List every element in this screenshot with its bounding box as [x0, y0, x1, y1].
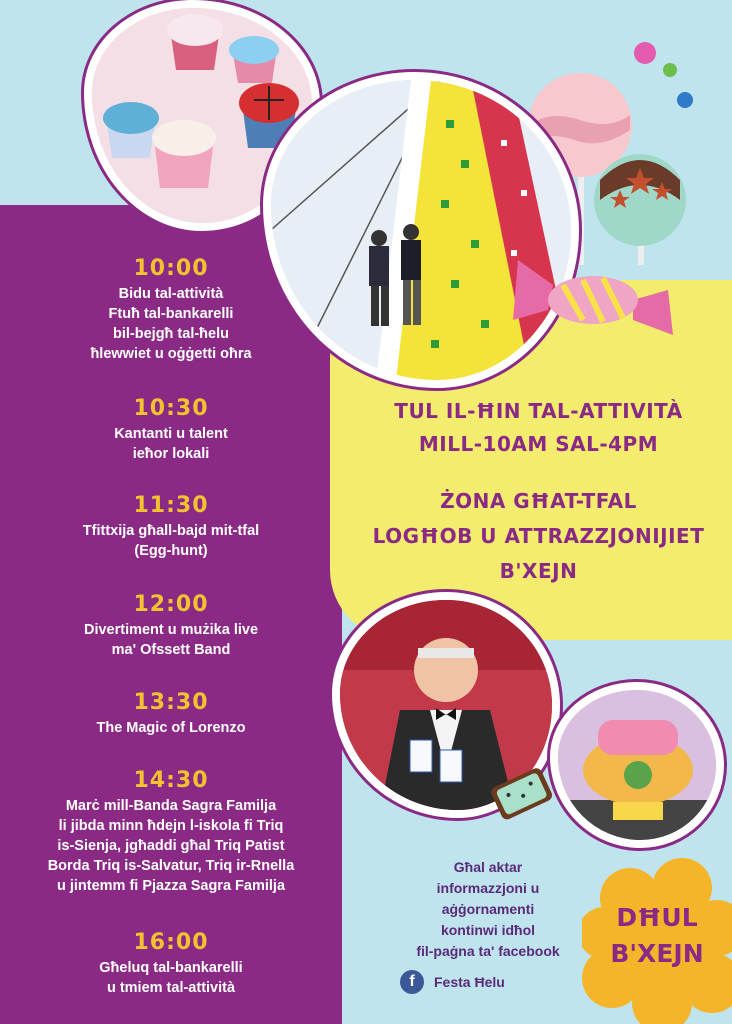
schedule-entry: [0, 930, 342, 998]
schedule-line: Borda Triq is-Salvatur, Triq ir-Rnella: [47, 858, 295, 874]
headline-games: LOGĦOB U ATTRAZZJONIJIET: [372, 524, 705, 548]
schedule-line: Kantanti u talent: [114, 426, 228, 442]
schedule-time: 12:00: [133, 592, 209, 617]
candyland-photo: [550, 682, 724, 848]
schedule-description: [0, 620, 342, 660]
schedule-line: u jintemm fi Pjazza Sagra Familja: [56, 878, 286, 894]
schedule-line: Bidu tal-attività: [118, 286, 224, 302]
schedule-description: [0, 521, 342, 561]
schedule-description: [0, 958, 342, 998]
badge-line: B'XEJN: [610, 939, 704, 968]
facebook-link[interactable]: [400, 970, 570, 994]
schedule-line: Marċ mill-Banda Sagra Familja: [65, 798, 277, 814]
info-line: Għal aktar: [453, 859, 523, 875]
info-line: kontinwi idħol: [440, 922, 536, 938]
schedule-line: is-Sienja, jgħaddi għal Triq Patist: [57, 838, 285, 854]
schedule-time: 13:30: [133, 690, 209, 715]
schedule-line: u tmiem tal-attività: [106, 980, 236, 996]
schedule-line: Għeluq tal-bankarelli: [99, 960, 243, 976]
info-line: informazzjoni u: [436, 880, 540, 896]
schedule-entry: [0, 396, 342, 464]
info-text: [398, 857, 578, 962]
schedule-entry: [0, 592, 342, 660]
candy-image: [508, 250, 678, 340]
facebook-page-name: Festa Ħelu: [434, 974, 505, 990]
schedule-line: The Magic of Lorenzo: [96, 720, 246, 736]
schedule-line: Ftuħ tal-bankarelli: [108, 306, 234, 322]
schedule-description: [0, 424, 342, 464]
schedule-entry: [0, 256, 342, 364]
schedule-time: 10:30: [133, 396, 209, 421]
schedule-time: 10:00: [133, 256, 209, 281]
schedule-line: ieħor lokali: [132, 446, 210, 462]
headline-hours: MILL-10AM SAL-4PM: [418, 432, 659, 456]
schedule-line: Divertiment u mużika live: [83, 622, 259, 638]
headline-free: B'XEJN: [499, 559, 578, 583]
schedule-time: 11:30: [133, 493, 209, 518]
schedule-line: bil-bejgħ tal-ħelu: [113, 326, 229, 342]
schedule-entry: [0, 768, 342, 896]
schedule-description: [0, 796, 342, 896]
schedule-line: li jibda minn ħdejn l-iskola fi Triq: [58, 818, 284, 834]
headline-kids-zone: ŻONA GĦAT-TFAL: [440, 489, 637, 513]
schedule-time: 14:30: [133, 768, 209, 793]
schedule-line: ħlewwiet u oġġetti oħra: [90, 346, 252, 362]
info-line: aġġornamenti: [441, 901, 535, 917]
schedule-line: Tfittxija għall-bajd mit-tfal: [82, 523, 260, 539]
badge-line: DĦUL: [616, 903, 698, 932]
schedule-description: [0, 718, 342, 738]
free-entry-badge: [582, 858, 732, 1024]
facebook-icon: f: [400, 970, 424, 994]
schedule-time: 16:00: [133, 930, 209, 955]
schedule-entry: [0, 493, 342, 561]
ice-cream-image: [485, 760, 565, 830]
info-line: fil-paġna ta' facebook: [416, 943, 560, 959]
schedule-description: [0, 284, 342, 364]
schedule-line: ma' Ofssett Band: [111, 642, 231, 658]
headline-duration: TUL IL-ĦIN TAL-ATTIVITÀ: [394, 399, 683, 423]
schedule-entry: [0, 690, 342, 738]
schedule-line: (Egg-hunt): [134, 543, 208, 559]
